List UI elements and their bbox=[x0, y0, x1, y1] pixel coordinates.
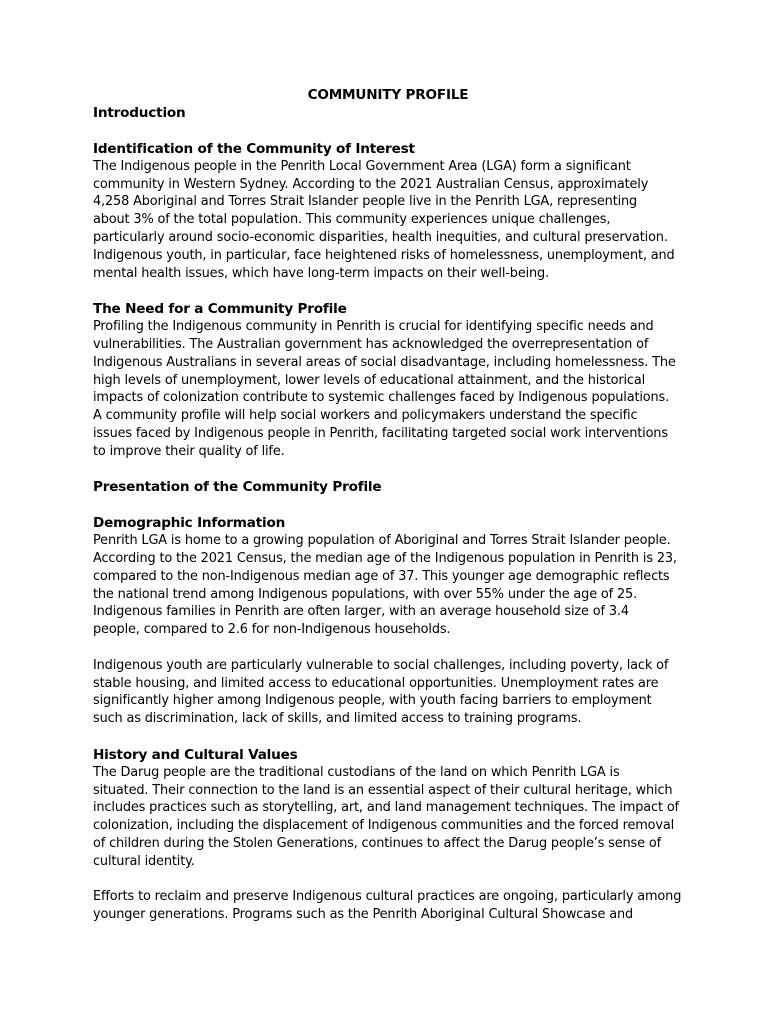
identification-paragraph bbox=[93, 158, 683, 283]
paragraph-line: such as discrimination, lack of skills, and limited access to training programs. bbox=[93, 711, 582, 727]
spacer bbox=[93, 122, 683, 140]
paragraph-line: about 3% of the total population. This community experiences unique challenges, bbox=[93, 212, 611, 228]
paragraph-line: 4,258 Aboriginal and Torres Strait Islander people live in the Penrith LGA, representing bbox=[93, 194, 638, 210]
paragraph-line: Profiling the Indigenous community in Penrith is crucial for identifying specific needs and bbox=[93, 319, 654, 335]
paragraph-line: The Indigenous people in the Penrith Local Government Area (LGA) form a significant bbox=[93, 158, 631, 174]
paragraph-line: stable housing, and limited access to educational opportunities. Unemployment rates are bbox=[93, 675, 659, 691]
history-paragraph-2 bbox=[93, 888, 683, 924]
need-heading: The Need for a Community Profile bbox=[93, 301, 347, 318]
history-paragraph-1 bbox=[93, 764, 683, 871]
spacer bbox=[93, 496, 683, 514]
paragraph-line: vulnerabilities. The Australian government has acknowledged the overrepresentation of bbox=[93, 336, 649, 352]
paragraph-line: compared to the non-Indigenous median age of 37. This younger age demographic reflects bbox=[93, 568, 670, 584]
paragraph-line: colonization, including the displacement of Indigenous communities and the forced removal bbox=[93, 818, 675, 834]
identification-heading: Identification of the Community of Interest bbox=[93, 140, 415, 157]
paragraph-line: mental health issues, which have long-term impacts on their well-being. bbox=[93, 265, 550, 281]
paragraph-line: Indigenous youth are particularly vulnerable to social challenges, including poverty, lack of bbox=[93, 657, 669, 673]
paragraph-line: particularly around socio-economic disparities, health inequities, and cultural preservation. bbox=[93, 229, 668, 245]
paragraph-line: The Darug people are the traditional custodians of the land on which Penrith LGA is bbox=[93, 764, 620, 780]
document-page bbox=[93, 86, 683, 924]
spacer bbox=[93, 728, 683, 746]
paragraph-line: younger generations. Programs such as the Penrith Aboriginal Cultural Showcase and bbox=[93, 907, 634, 923]
paragraph-line: community in Western Sydney. According to the 2021 Australian Census, approximately bbox=[93, 176, 649, 192]
presentation-heading: Presentation of the Community Profile bbox=[93, 479, 382, 496]
paragraph-line: significantly higher among Indigenous people, with youth facing barriers to employment bbox=[93, 693, 652, 709]
paragraph-line: people, compared to 2.6 for non-Indigenous households. bbox=[93, 622, 451, 638]
paragraph-line: Penrith LGA is home to a growing population of Aboriginal and Torres Strait Islander people. bbox=[93, 533, 671, 549]
spacer bbox=[93, 639, 683, 657]
document-title: COMMUNITY PROFILE bbox=[307, 87, 469, 103]
introduction-heading: Introduction bbox=[93, 105, 186, 121]
paragraph-line: of children during the Stolen Generations, continues to affect the Darug people’s sense of bbox=[93, 835, 661, 851]
paragraph-line: Indigenous families in Penrith are often larger, with an average household size of 3.4 bbox=[93, 604, 629, 620]
demographic-heading: Demographic Information bbox=[93, 515, 286, 532]
spacer bbox=[93, 870, 683, 888]
paragraph-line: Efforts to reclaim and preserve Indigenous cultural practices are ongoing, particularly among bbox=[93, 889, 682, 905]
paragraph-line: the national trend among Indigenous populations, with over 55% under the age of 25. bbox=[93, 586, 638, 602]
history-heading: History and Cultural Values bbox=[93, 746, 298, 763]
paragraph-line: impacts of colonization contribute to systemic challenges faced by Indigenous populations. bbox=[93, 390, 670, 406]
paragraph-line: issues faced by Indigenous people in Penrith, facilitating targeted social work interventions bbox=[93, 425, 668, 441]
paragraph-line: cultural identity. bbox=[93, 853, 195, 869]
paragraph-line: Indigenous youth, in particular, face heightened risks of homelessness, unemployment, and bbox=[93, 247, 675, 263]
paragraph-line: Indigenous Australians in several areas of social disadvantage, including homelessness. The bbox=[93, 354, 676, 370]
spacer bbox=[93, 282, 683, 300]
paragraph-line: to improve their quality of life. bbox=[93, 443, 285, 459]
paragraph-line: includes practices such as storytelling, art, and land management techniques. The impact of bbox=[93, 800, 679, 816]
demographic-paragraph-1 bbox=[93, 532, 683, 639]
paragraph-line: A community profile will help social workers and policymakers understand the specific bbox=[93, 408, 638, 424]
need-paragraph bbox=[93, 318, 683, 460]
paragraph-line: situated. Their connection to the land is an essential aspect of their cultural heritage, which bbox=[93, 782, 673, 798]
paragraph-line: high levels of unemployment, lower levels of educational attainment, and the historical bbox=[93, 372, 646, 388]
spacer bbox=[93, 461, 683, 479]
paragraph-line: According to the 2021 Census, the median age of the Indigenous population in Penrith is 23, bbox=[93, 550, 677, 566]
demographic-paragraph-2 bbox=[93, 657, 683, 728]
